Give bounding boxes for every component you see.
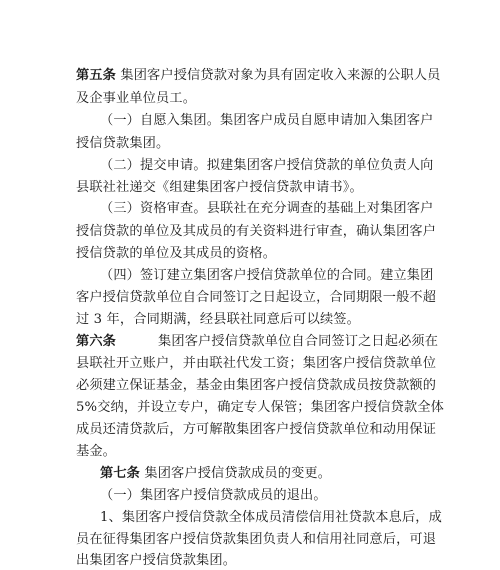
article-6-line-6: 基金。 xyxy=(76,444,117,459)
article-6-line-4: 5%交纳，并设立专户，确定专人保管；集团客户授信贷款全体 xyxy=(76,400,444,415)
article-5-item-4-line-1: （四）签订建立集团客户授信贷款单位的合同。建立集团 xyxy=(100,268,434,283)
article-7-para-line-1: 1、集团客户授信贷款全体成员清偿信用社贷款本息后，成 xyxy=(100,510,442,525)
article-5-item-1-line-1: （一）自愿入集团。集团客户成员自愿申请加入集团客户 xyxy=(100,113,434,128)
article-5-heading: 第五条 xyxy=(76,68,117,83)
article-5-item-2-line-2: 县联社社递交《组建集团客户授信贷款申请书》。 xyxy=(76,180,363,195)
article-5-item-3-line-1: （三）资格审查。县联社在充分调查的基础上对集团客户 xyxy=(100,201,434,216)
article-5-text-1: 集团客户授信贷款对象为具有固定收入来源的公职人员 xyxy=(120,68,441,83)
article-7-para-line-3: 出集团客户授信贷款集团。 xyxy=(76,553,237,568)
article-5-item-4-line-2: 客户授信贷款单位自合同签订之日起设立，合同期限一般不超 xyxy=(76,290,437,305)
article-5-item-1-line-2: 授信贷款集团。 xyxy=(76,136,170,151)
article-7-para-line-2: 员在征得集团客户授信贷款集团负责人和信用社同意后，可退 xyxy=(76,532,437,547)
article-7-heading: 第七条 xyxy=(100,466,141,481)
article-6-heading: 第六条 xyxy=(76,334,117,349)
article-5-item-2-line-1: （二）提交申请。拟建集团客户授信贷款的单位负责人向 xyxy=(100,158,434,173)
article-5-item-4-line-3: 过 3 年，合同期满，经县联社同意后可以续签。 xyxy=(76,312,360,327)
article-6-text-1: 集团客户授信贷款单位自合同签订之日起必须在 xyxy=(158,334,439,349)
article-7-line-1 xyxy=(100,465,331,483)
article-7-sub-1: （一）集团客户授信贷款成员的退出。 xyxy=(100,488,327,503)
article-5-item-3-line-2: 授信贷款的单位及其成员的有关资料进行审查，确认集团客户 xyxy=(76,224,437,239)
article-5-item-3-line-3: 授信贷款的单位及其成员的资格。 xyxy=(76,246,277,261)
article-7-text: 集团客户授信贷款成员的变更。 xyxy=(144,466,332,481)
article-6-line-2: 县联社开立账户，并由联社代发工资；集团客户授信贷款单位 xyxy=(76,356,437,371)
article-5-line-2: 及企事业单位员工。 xyxy=(76,91,197,106)
article-6-line-5: 成员还清贷款后，方可解散集团客户授信贷款单位和动用保证 xyxy=(76,422,437,437)
article-5-line-1 xyxy=(76,67,440,85)
article-6-line-1 xyxy=(76,333,438,351)
article-6-line-3: 必须建立保证基金，基金由集团客户授信贷款成员按贷款额的 xyxy=(76,378,437,393)
